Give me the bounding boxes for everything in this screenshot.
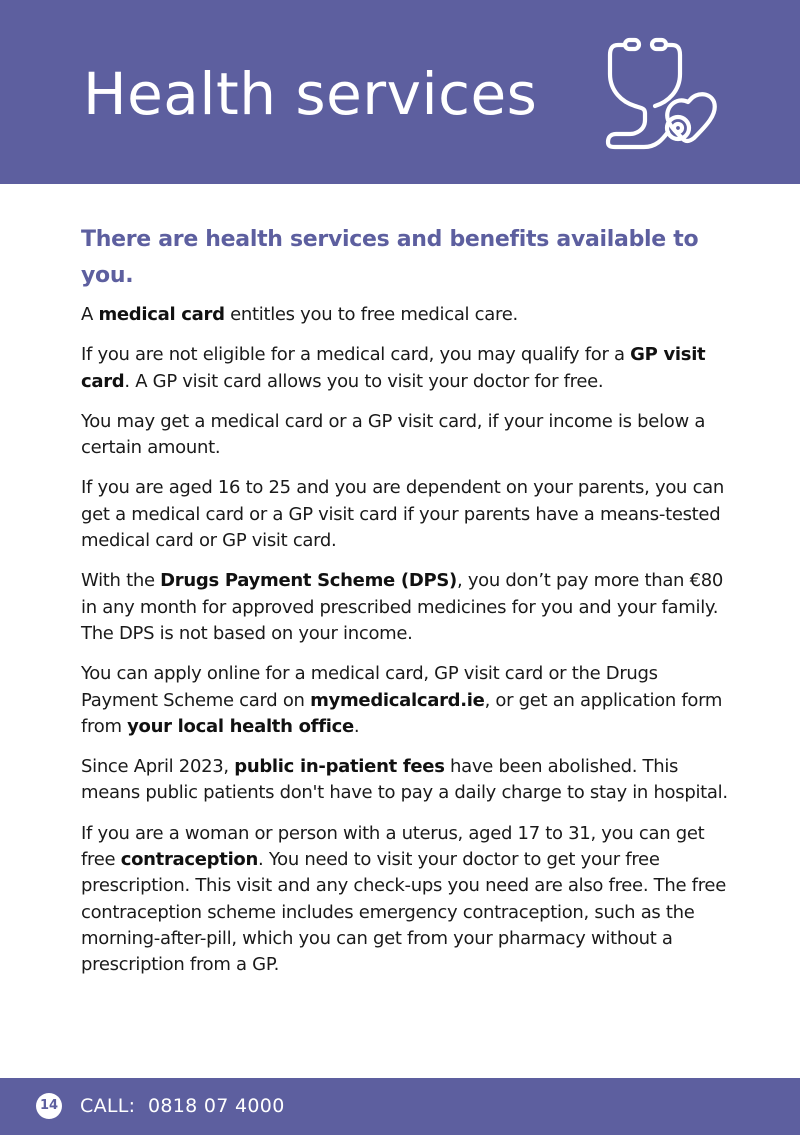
text-run: , or get an application form from — [81, 689, 723, 737]
text-run: . — [353, 715, 360, 737]
bold-term: mymedicalcard.ie — [310, 689, 485, 711]
body-paragraph — [81, 342, 731, 395]
body-paragraph — [81, 568, 731, 647]
text-run: If you are aged 16 to 25 and you are dependent on your parents, you can get a medical card or a GP visit card if your parents have a means-tested medical card or GP visit card. — [81, 477, 725, 552]
text-run: Since April 2023, — [81, 756, 235, 778]
body-paragraph — [81, 302, 731, 328]
text-run: have been abolished. This means public patients don't have to pay a daily charge to stay in hospital. — [81, 756, 728, 804]
body-paragraph — [81, 409, 731, 462]
section-subtitle: There are health services and benefits available to you. — [81, 227, 699, 288]
bold-term: your local health office — [127, 715, 354, 737]
call-info: CALL: 0818 07 4000 — [80, 1095, 285, 1117]
body-paragraph — [81, 661, 731, 740]
stethoscope-heart-icon — [600, 34, 730, 152]
paragraph-list — [81, 302, 731, 979]
text-run: . A GP visit card allows you to visit your doctor for free. — [124, 370, 604, 392]
bold-term: medical card — [98, 304, 225, 325]
text-run: With the — [81, 570, 161, 592]
bold-term: public in-patient fees — [234, 756, 445, 778]
text-run: entitles you to free medical care. — [224, 304, 518, 325]
text-run: . You need to visit your doctor to get your free prescription. This visit and any check-ups you need are also free. The free contraception scheme includes emergency contraception, such as the morning-after-pill, which you can get from your pharmacy without a prescription from a GP. — [81, 849, 726, 976]
bold-term: GP visit card — [81, 344, 706, 392]
bold-term: contraception — [120, 849, 259, 871]
header-banner — [0, 0, 800, 184]
text-run: If you are a woman or person with a uterus, aged 17 to 31, you can get free — [81, 822, 705, 871]
body-paragraph — [81, 821, 731, 979]
text-run: You can apply online for a medical card, GP visit card or the Drugs Payment Scheme card on — [81, 663, 658, 711]
page-title: Health services — [83, 60, 538, 128]
text-run: A — [81, 304, 99, 325]
body-paragraph — [81, 754, 731, 807]
body-paragraph — [81, 475, 731, 554]
bold-term: Drugs Payment Scheme (DPS) — [160, 570, 457, 592]
text-run: You may get a medical card or a GP visit card, if your income is below a certain amount. — [81, 410, 706, 459]
text-run: If you are not eligible for a medical card, you may qualify for a — [81, 344, 631, 366]
page-number-badge: 14 — [36, 1093, 62, 1119]
text-run: , you don’t pay more than €80 in any month for approved prescribed medicines for you and your family. The DPS is not based on your income. — [81, 570, 724, 644]
footer-bar — [0, 1078, 800, 1135]
main-content — [81, 222, 731, 993]
